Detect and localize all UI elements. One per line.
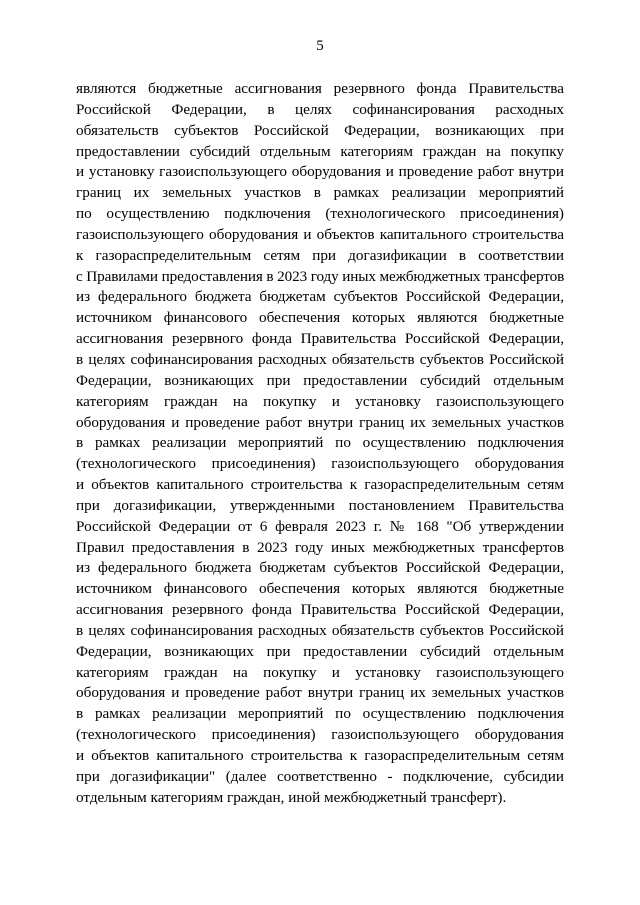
page-number: 5 — [316, 38, 324, 54]
text-line: обязательств субъектов Российской Федерации, возникающих при — [76, 121, 564, 139]
text-line: и установку газоиспользующего оборудования и проведение работ внутри — [76, 163, 564, 181]
body-paragraph — [76, 79, 564, 809]
text-line: источником финансового обеспечения которых являются бюджетные — [76, 309, 564, 327]
text-line: по осуществлению подключения (технологического присоединения) — [76, 205, 564, 223]
text-line: предоставлении субсидий отдельным категориям граждан на покупку — [76, 142, 564, 160]
text-line: Федерации, возникающих при предоставлении субсидий отдельным — [76, 642, 564, 660]
text-line: границ их земельных участков в рамках реализации мероприятий — [76, 184, 564, 202]
text-line: источником финансового обеспечения которых являются бюджетные — [76, 580, 564, 598]
text-line: к газораспределительным сетям при догазификации в соответствии — [76, 246, 564, 264]
text-line: в рамках реализации мероприятий по осуществлению подключения — [76, 705, 564, 723]
text-line: при догазификации, утвержденными постановлением Правительства — [76, 496, 564, 514]
text-line: Федерации, возникающих при предоставлении субсидий отдельным — [76, 371, 564, 389]
text-line: с Правилами предоставления в 2023 году иных межбюджетных трансфертов — [76, 267, 565, 285]
text-line: категориям граждан на покупку и установку газоиспользующего — [76, 392, 564, 410]
text-line-last: отдельным категориям граждан, иной межбюджетный трансферт). — [76, 788, 507, 806]
text-line: и объектов капитального строительства к газораспределительным сетям — [76, 476, 564, 494]
text-line: при догазификации" (далее соответственно - подключение, субсидии — [76, 767, 564, 785]
text-line: оборудования и проведение работ внутри границ их земельных участков — [76, 684, 564, 702]
text-line: в целях софинансирования расходных обязательств субъектов Российской — [76, 621, 564, 639]
text-line: (технологического присоединения) газоиспользующего оборудования — [76, 726, 564, 744]
text-line: в рамках реализации мероприятий по осуществлению подключения — [76, 434, 564, 452]
text-line: в целях софинансирования расходных обязательств субъектов Российской — [76, 350, 564, 368]
text-line: из федерального бюджета бюджетам субъектов Российской Федерации, — [76, 288, 564, 306]
text-line: ассигнования резервного фонда Правительства Российской Федерации, — [76, 601, 564, 619]
text-line: ассигнования резервного фонда Правительства Российской Федерации, — [76, 330, 564, 348]
text-line: и объектов капитального строительства к газораспределительным сетям — [76, 747, 564, 764]
text-line: оборудования и проведение работ внутри границ их земельных участков — [76, 413, 564, 431]
text-line: газоиспользующего оборудования и объектов капитального строительства — [76, 225, 564, 243]
text-line: Правил предоставления в 2023 году иных межбюджетных трансфертов — [76, 538, 564, 556]
text-line: Российской Федерации от 6 февраля 2023 г. № 168 "Об утверждении — [76, 517, 564, 535]
text-line: категориям граждан на покупку и установку газоиспользующего — [76, 663, 564, 681]
text-line: (технологического присоединения) газоиспользующего оборудования — [76, 455, 564, 473]
text-line: из федерального бюджета бюджетам субъектов Российской Федерации, — [76, 559, 564, 577]
text-line: являются бюджетные ассигнования резервного фонда Правительства — [76, 80, 564, 97]
text-line: Российской Федерации, в целях софинансирования расходных — [76, 100, 564, 118]
